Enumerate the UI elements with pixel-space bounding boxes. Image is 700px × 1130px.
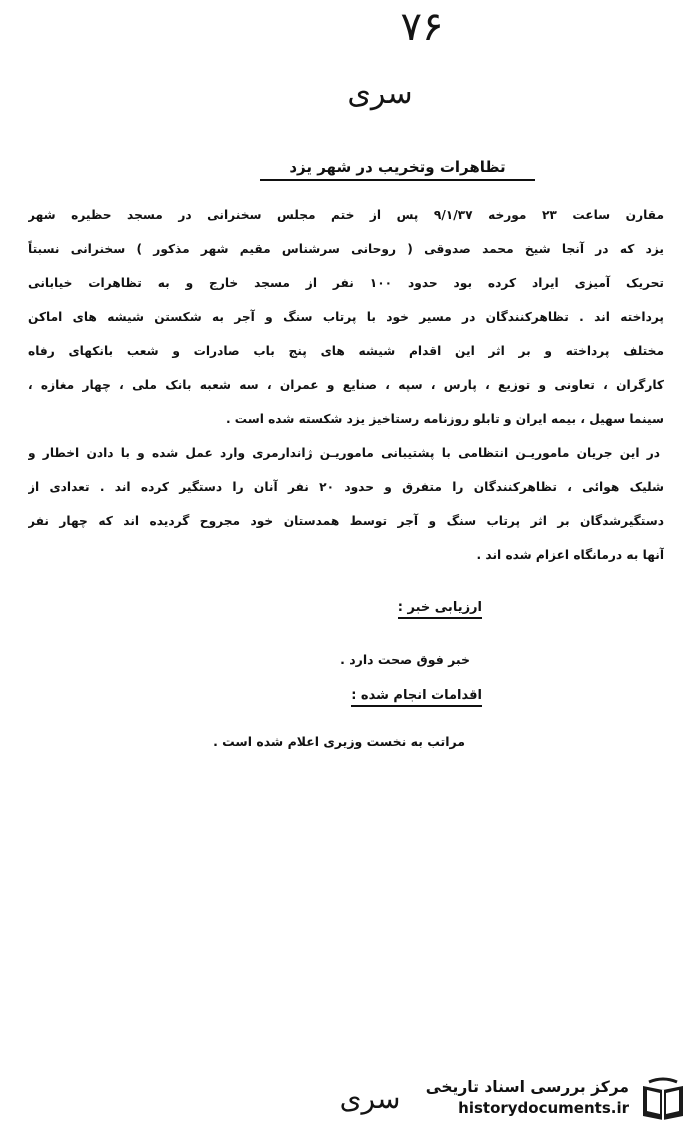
body-line: آنها به درمانگاه اعزام شده اند . — [476, 548, 664, 562]
page-number: ۷۶ — [400, 4, 444, 50]
body-line: یزد که در آنجا شیخ محمد صدوقی ( روحانی سرشناس مقیم شهر مذکور ) سخنرانی نسبتاً — [28, 242, 664, 256]
body-line: مقارن ساعت ۲۳ مورخه ۹/۱/۳۷ پس از ختم مجلس سخنرانی در مسجد حظیره شهر — [28, 208, 664, 222]
body-line: شلیک هوائی ، تظاهرکنندگان را متفرق و حدود ۲۰ نفر آنان را دستگیر کرده اند . تعدادی از — [28, 480, 664, 494]
body-line: سینما سهیل ، بیمه ایران و تابلو روزنامه رستاخیز یزد شکسته شده است . — [225, 412, 664, 426]
evaluation-heading: ارزیابی خبر : — [398, 600, 482, 619]
document-body — [28, 200, 664, 574]
watermark-url: historydocuments.ir — [458, 1099, 629, 1117]
body-line: مختلف پرداخته و بر اثر این اقدام شیشه های پنج باب صادرات و شعب بانکهای رفاه — [28, 344, 664, 358]
body-line: در این جریان ماموریـن انتظامی با پشتیبانی ماموریـن ژاندارمری وارد عمل شده و با دادن اخطار و — [28, 446, 660, 460]
classification-bottom: سری — [339, 1082, 401, 1115]
classification-top: سری — [347, 76, 413, 111]
body-line: پرداخته اند . تظاهرکنندگان در مسیر خود با پرتاب سنگ و آجر به شکستن شیشه های اماکن — [28, 310, 664, 324]
book-emblem-icon — [637, 1076, 689, 1124]
body-line: تحریک آمیزی ایراد کرده بود حدود ۱۰۰ نفر از مسجد خارج و به تظاهرات خیابانی — [28, 276, 664, 290]
document-title: تظاهرات وتخریب در شهر یزد — [260, 158, 535, 181]
actions-text: مراتب به نخست وزیری اعلام شده است . — [213, 734, 465, 749]
body-line: کارگران ، تعاونی و توزیع ، پارس ، سپه ، صنایع و عمران ، سه شعبه بانک ملی ، چهار مغازه ، — [28, 378, 664, 392]
evaluation-text: خبر فوق صحت دارد . — [340, 652, 470, 667]
archive-watermark — [425, 1076, 693, 1124]
watermark-text — [419, 1076, 629, 1118]
body-line: دستگیرشدگان بر اثر پرتاب سنگ و آجر توسط همدستان خود مجروح گردیده اند که چهار نفر — [28, 514, 664, 528]
watermark-title: مرکز بررسی اسناد تاریخی — [425, 1078, 629, 1096]
actions-heading: اقدامات انجام شده : — [351, 688, 482, 707]
